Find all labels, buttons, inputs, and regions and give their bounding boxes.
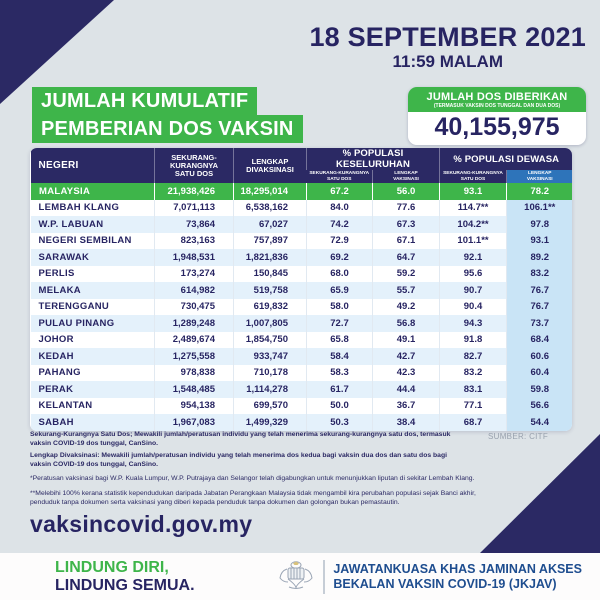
footer-org-block (277, 559, 582, 595)
org-name-line2: BEKALAN VAKSIN COVID-19 (JKJAV) (333, 576, 557, 591)
cell-pa_d1: 77.1 (440, 398, 507, 415)
cell-full: 1,821,836 (234, 249, 307, 266)
cell-pa_f: 89.2 (507, 249, 572, 266)
footnote-full-definition: Lengkap Divaksinasi: Mewakili jumlah/peratusan individu yang telah menerima dos kedua bagi vaksin dua dos dan satu dos bagi vaksin COVID-19 dos tunggal, CanSino. (30, 452, 447, 468)
cell-pa_d1: 68.7 (440, 414, 507, 431)
table-row (31, 183, 573, 200)
table-row (31, 398, 573, 415)
cell-full: 150,845 (234, 266, 307, 283)
cell-dose1: 823,163 (155, 233, 234, 250)
cell-po_f: 49.1 (373, 332, 440, 349)
cell-full: 1,499,329 (234, 414, 307, 431)
total-doses-value: 40,155,975 (434, 113, 560, 141)
cell-pa_f: 76.7 (507, 299, 572, 316)
cell-pa_f: 83.2 (507, 266, 572, 283)
column-group-adult-population: % POPULASI DEWASA (440, 148, 572, 170)
cell-po_d1: 68.0 (307, 266, 373, 283)
cell-dose1: 1,967,083 (155, 414, 234, 431)
table-row (31, 365, 573, 382)
cell-dose1: 1,289,248 (155, 315, 234, 332)
cell-negeri: MELAKA (38, 284, 81, 296)
cell-pa_d1: 104.2** (440, 216, 507, 233)
report-time: 11:59 MALAM (392, 52, 503, 71)
cell-pa_d1: 91.8 (440, 332, 507, 349)
cell-negeri: PERLIS (38, 268, 75, 280)
cell-po_d1: 84.0 (307, 200, 373, 217)
footnotes (30, 431, 500, 507)
total-doses-badge-header (408, 87, 586, 112)
total-doses-badge (408, 87, 586, 145)
cell-dose1: 173,274 (155, 266, 234, 283)
cell-pa_f: 56.6 (507, 398, 572, 415)
cell-po_d1: 58.4 (307, 348, 373, 365)
cell-po_f: 38.4 (373, 414, 440, 431)
cell-po_f: 56.8 (373, 315, 440, 332)
subcolumn-adult-dose1: SEKURANG-KURANGNYA SATU DOS (440, 170, 507, 183)
cell-full: 619,832 (234, 299, 307, 316)
column-group-overall-population: % POPULASI KESELURUHAN (307, 148, 440, 170)
slogan-line2: LINDUNG SEMUA. (55, 576, 195, 594)
cell-po_f: 42.7 (373, 348, 440, 365)
cell-po_f: 56.0 (373, 183, 440, 200)
cell-po_d1: 69.2 (307, 249, 373, 266)
cell-negeri: JOHOR (38, 334, 74, 346)
cell-po_d1: 58.3 (307, 365, 373, 382)
footer-divider (323, 560, 325, 594)
table-row (31, 266, 573, 283)
cell-full: 67,027 (234, 216, 307, 233)
slogan (55, 559, 195, 594)
page-title (32, 87, 303, 143)
cell-full: 18,295,014 (234, 183, 307, 200)
cell-dose1: 978,838 (155, 365, 234, 382)
cell-po_d1: 65.8 (307, 332, 373, 349)
cell-negeri: KEDAH (38, 350, 74, 362)
total-doses-label: JUMLAH DOS DIBERIKAN (426, 91, 568, 103)
cell-po_f: 55.7 (373, 282, 440, 299)
cell-po_d1: 72.9 (307, 233, 373, 250)
org-name-line1: JAWATANKUASA KHAS JAMINAN AKSES (333, 562, 582, 576)
cell-pa_d1: 83.1 (440, 381, 507, 398)
cell-po_d1: 72.7 (307, 315, 373, 332)
table-row (31, 414, 573, 431)
cell-negeri: SABAH (38, 416, 74, 428)
table-row (31, 282, 573, 299)
cell-pa_d1: 93.1 (440, 183, 507, 200)
total-doses-badge-body (408, 112, 586, 145)
cell-pa_f: 97.8 (507, 216, 572, 233)
cell-full: 6,538,162 (234, 200, 307, 217)
footnote-dose1-definition: Sekurang-Kurangnya Satu Dos; Mewakili jumlah/peratusan individu yang telah menerima sekurang-kurangnya satu dos, termasuk vaksin COVID-19 dos tunggal, CanSino. (30, 431, 451, 447)
cell-pa_f: 60.4 (507, 365, 572, 382)
table-row (31, 381, 573, 398)
cell-pa_f: 68.4 (507, 332, 572, 349)
cell-dose1: 73,864 (155, 216, 234, 233)
footnote-over-100-percent: **Melebihi 100% kerana statistik kependudukan daripada Jabatan Perangkaan Malaysia tidak mengambil kira perubahan populasi sejak Banci akhir, penduduk tanpa dokumen serta vaksinasi yang diberi kepada penduduk tanpa dokumen dan golongan bukan pemastautin. (30, 489, 476, 506)
cell-pa_f: 106.1** (507, 200, 572, 217)
table-row (31, 348, 573, 365)
cell-negeri: TERENGGANU (38, 301, 110, 313)
cell-po_d1: 58.0 (307, 299, 373, 316)
cell-pa_f: 54.4 (507, 414, 572, 431)
cell-dose1: 21,938,426 (155, 183, 234, 200)
cell-po_f: 67.1 (373, 233, 440, 250)
report-date: 18 SEPTEMBER 2021 (309, 22, 586, 52)
cell-dose1: 1,275,558 (155, 348, 234, 365)
cell-pa_d1: 101.1** (440, 233, 507, 250)
cell-full: 699,570 (234, 398, 307, 415)
malaysia-coat-of-arms-icon (277, 559, 315, 595)
cell-po_f: 64.7 (373, 249, 440, 266)
page-title-line2: PEMBERIAN DOS VAKSIN (32, 115, 303, 143)
subcolumn-adult-full: LENGKAP VAKSINASI (507, 170, 572, 183)
cell-full: 1,007,805 (234, 315, 307, 332)
cell-full: 933,747 (234, 348, 307, 365)
column-header-fully-vaccinated: LENGKAP DIVAKSINASI (234, 148, 307, 183)
subcolumn-overall-dose1: SEKURANG-KURANGNYA SATU DOS (307, 170, 373, 183)
cell-full: 757,897 (234, 233, 307, 250)
cell-dose1: 1,948,531 (155, 249, 234, 266)
cell-po_f: 67.3 (373, 216, 440, 233)
cell-pa_d1: 95.6 (440, 266, 507, 283)
cell-negeri: PAHANG (38, 367, 81, 379)
cell-full: 710,178 (234, 365, 307, 382)
column-header-dose1: SEKURANG- KURANGNYA SATU DOS (155, 148, 234, 183)
table-row (31, 200, 573, 217)
table-row (31, 233, 573, 250)
cell-pa_d1: 90.7 (440, 282, 507, 299)
table-row (31, 299, 573, 316)
website-link[interactable]: vaksincovid.gov.my (30, 511, 253, 537)
table-header (31, 148, 573, 183)
report-datetime (309, 22, 586, 71)
table-row (31, 216, 573, 233)
footnote-klang-valley: *Peratusan vaksinasi bagi W.P. Kuala Lumpur, W.P. Putrajaya dan Selangor telah digabungkan untuk menunjukkan liputan di sekitar Lembah Klang. (30, 475, 475, 483)
table-body (31, 183, 573, 431)
cell-pa_f: 78.2 (507, 183, 572, 200)
cell-po_d1: 67.2 (307, 183, 373, 200)
cell-full: 519,758 (234, 282, 307, 299)
cell-pa_f: 73.7 (507, 315, 572, 332)
total-doses-sublabel: (TERMASUK VAKSIN DOS TUNGGAL DAN DUA DOS) (433, 103, 561, 109)
cell-po_f: 59.2 (373, 266, 440, 283)
cell-pa_d1: 94.3 (440, 315, 507, 332)
cell-po_f: 77.6 (373, 200, 440, 217)
cell-pa_f: 76.7 (507, 282, 572, 299)
cell-negeri: MALAYSIA (31, 183, 155, 200)
cell-negeri: PULAU PINANG (38, 317, 115, 329)
cell-negeri: SARAWAK (38, 251, 90, 263)
page-title-line1: JUMLAH KUMULATIF (32, 87, 257, 115)
cell-po_f: 36.7 (373, 398, 440, 415)
footer-bar (0, 553, 600, 600)
data-source-label: SUMBER: CITF (488, 432, 549, 441)
cell-full: 1,854,750 (234, 332, 307, 349)
vaccination-table (30, 148, 572, 431)
cell-pa_d1: 90.4 (440, 299, 507, 316)
cell-po_f: 49.2 (373, 299, 440, 316)
cell-po_d1: 50.0 (307, 398, 373, 415)
cell-negeri: NEGERI SEMBILAN (38, 235, 132, 247)
cell-dose1: 730,475 (155, 299, 234, 316)
cell-dose1: 2,489,674 (155, 332, 234, 349)
cell-pa_d1: 114.7** (440, 200, 507, 217)
cell-pa_d1: 92.1 (440, 249, 507, 266)
slogan-line1: LINDUNG DIRI, (55, 559, 169, 576)
cell-negeri: KELANTAN (38, 400, 93, 412)
cell-po_d1: 74.2 (307, 216, 373, 233)
cell-po_d1: 65.9 (307, 282, 373, 299)
cell-dose1: 1,548,485 (155, 381, 234, 398)
cell-pa_d1: 82.7 (440, 348, 507, 365)
cell-po_d1: 50.3 (307, 414, 373, 431)
cell-pa_f: 59.8 (507, 381, 572, 398)
org-name (333, 562, 582, 591)
cell-po_f: 42.3 (373, 365, 440, 382)
cell-dose1: 614,982 (155, 282, 234, 299)
cell-dose1: 7,071,113 (155, 200, 234, 217)
cell-negeri: PERAK (38, 383, 74, 395)
cell-pa_f: 60.6 (507, 348, 572, 365)
cell-full: 1,114,278 (234, 381, 307, 398)
cell-pa_f: 93.1 (507, 233, 572, 250)
cell-pa_d1: 83.2 (440, 365, 507, 382)
table-row (31, 332, 573, 349)
subcolumn-overall-full: LENGKAP VAKSINASI (373, 170, 440, 183)
cell-negeri: LEMBAH KLANG (38, 202, 120, 214)
cell-po_d1: 61.7 (307, 381, 373, 398)
table-row (31, 315, 573, 332)
cell-negeri: W.P. LABUAN (38, 218, 104, 230)
cell-dose1: 954,138 (155, 398, 234, 415)
cell-po_f: 44.4 (373, 381, 440, 398)
table-row (31, 249, 573, 266)
column-header-negeri: NEGERI (31, 148, 155, 183)
